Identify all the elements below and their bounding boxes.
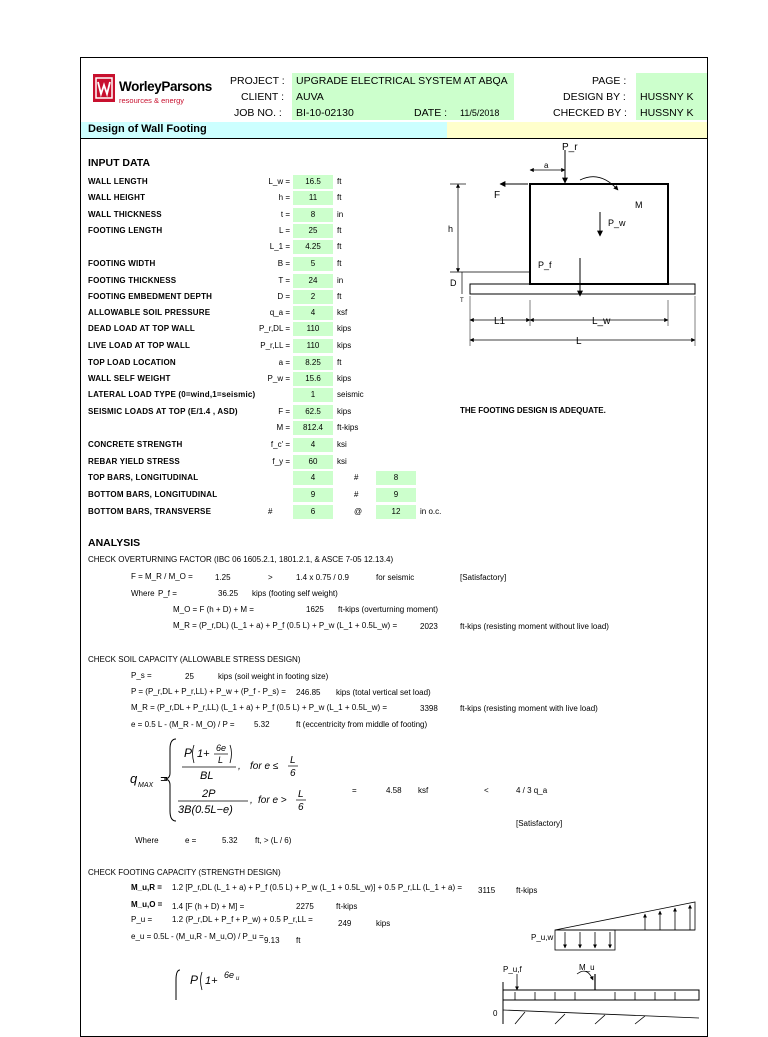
title-divider — [81, 138, 707, 139]
diag-lw: L_w — [592, 316, 611, 327]
diag-a: a — [544, 161, 549, 170]
input-unit: in — [337, 276, 344, 285]
input-value[interactable]: 4 — [293, 306, 333, 320]
svg-text:L: L — [290, 755, 296, 766]
input-unit: ft — [337, 177, 342, 186]
svg-text:for e >: for e > — [258, 795, 287, 806]
client-label: CLIENT : — [241, 91, 284, 103]
diag-pf: P_f — [538, 260, 552, 270]
input-label: WALL THICKNESS — [88, 210, 162, 219]
input-value[interactable]: 60 — [293, 455, 333, 469]
input-label: TOP BARS, LONGITUDINAL — [88, 473, 199, 482]
input-symbol: t = — [280, 210, 290, 219]
svg-text:,: , — [238, 761, 241, 772]
input-value[interactable]: 2 — [293, 290, 333, 304]
input-label: BOTTOM BARS, TRANSVERSE — [88, 507, 212, 516]
input-unit: kips — [337, 324, 352, 333]
s-ps: P_s = — [131, 671, 152, 680]
input-symbol: h = — [278, 193, 290, 202]
input-unit: ft-kips — [337, 423, 359, 432]
input-label: BOTTOM BARS, LONGITUDINAL — [88, 490, 218, 499]
input-value[interactable]: 4 — [293, 471, 333, 485]
diag-m: M — [635, 200, 643, 210]
diag-f: F — [494, 190, 501, 201]
input-symbol: P_r,DL = — [258, 324, 290, 333]
jobno-value: BI-10-02130 — [296, 107, 354, 119]
input-unit: ft — [337, 226, 342, 235]
input-label: LIVE LOAD AT TOP WALL — [88, 341, 191, 350]
company-logo — [93, 74, 115, 107]
input-label: FOOTING EMBEDMENT DEPTH — [88, 292, 213, 301]
checked-by-label: CHECKED BY : — [553, 107, 627, 119]
jobno-label: JOB NO. : — [234, 107, 282, 119]
s-qmax-eq: = — [352, 786, 357, 795]
input-extra-value[interactable]: 12 — [376, 505, 416, 519]
input-value[interactable]: 6 — [293, 505, 333, 519]
s-satisfactory: [Satisfactory] — [516, 819, 563, 828]
svg-text:1+: 1+ — [205, 975, 218, 987]
input-extra-value[interactable]: 9 — [376, 488, 416, 502]
f-eu-unit: ft — [296, 936, 301, 945]
input-symbol: F = — [278, 407, 290, 416]
f-muo-unit: ft-kips — [336, 902, 358, 911]
input-unit: in — [337, 210, 344, 219]
input-unit: ft — [337, 242, 342, 251]
svg-text:,: , — [250, 795, 253, 806]
input-label: FOOTING WIDTH — [88, 259, 156, 268]
input-value[interactable]: 24 — [293, 274, 333, 288]
s-p: P = (P_r,DL + P_r,LL) + P_w + (P_f - P_s) = — [131, 687, 286, 696]
f-pu-unit: kips — [376, 919, 391, 928]
project-label: PROJECT : — [230, 75, 285, 87]
input-value[interactable]: 8 — [293, 208, 333, 222]
footing-heading: CHECK FOOTING CAPACITY (STRENGTH DESIGN) — [88, 868, 281, 877]
s-mr-desc: ft-kips (resisting moment with live load) — [460, 704, 598, 713]
s-ps-desc: kips (soil weight in footing size) — [218, 672, 329, 681]
input-label: CONCRETE STRENGTH — [88, 440, 183, 449]
qu-formula-partial — [170, 960, 290, 1000]
ot-for: for seismic — [376, 573, 415, 582]
diag-h: h — [448, 224, 454, 234]
overturn-heading: CHECK OVERTURNING FACTOR (IBC 06 1605.2.1, 1801.2.1, & ASCE 7-05 12.13.4) — [88, 555, 394, 564]
input-unit: ft — [337, 193, 342, 202]
svg-text:q: q — [130, 771, 138, 786]
f-diag-puf: P_u,f — [503, 965, 522, 974]
input-value[interactable]: 4.25 — [293, 240, 333, 254]
input-symbol: q_a = — [269, 308, 290, 317]
svg-text:BL: BL — [200, 770, 214, 782]
input-value[interactable]: 62.5 — [293, 405, 333, 419]
s-43qa: 4 / 3 q_a — [516, 786, 548, 795]
input-symbol: T = — [278, 276, 290, 285]
input-symbol: P_r,LL = — [260, 341, 290, 350]
ot-mr-desc: ft-kips (resisting moment without live load) — [460, 622, 609, 631]
input-symbol: L_1 = — [269, 242, 290, 251]
input-value[interactable]: 812.4 — [293, 421, 333, 435]
s-lt: < — [484, 786, 489, 795]
f-mur-value: 3115 — [478, 886, 496, 895]
input-unit: # — [354, 490, 359, 499]
diag-pw: P_w — [608, 218, 626, 228]
client-value: AUVA — [296, 91, 324, 103]
input-value[interactable]: 1 — [293, 388, 333, 402]
page-title: Design of Wall Footing — [88, 123, 207, 135]
soil-heading: CHECK SOIL CAPACITY (ALLOWABLE STRESS DESIGN) — [88, 655, 301, 664]
ot-limit: 1.4 x 0.75 / 0.9 — [296, 573, 349, 582]
input-symbol: f_y = — [272, 457, 290, 466]
wall-footing-diagram — [440, 140, 710, 360]
ot-where: Where — [131, 589, 155, 598]
input-symbol: P_w = — [267, 374, 290, 383]
input-symbol: D = — [277, 292, 290, 301]
svg-text:6: 6 — [298, 802, 304, 813]
f-pu-value: 249 — [338, 919, 352, 928]
input-extra-unit: in o.c. — [420, 507, 442, 516]
input-symbol: f_c' = — [270, 440, 290, 449]
f-muo: M_u,O = — [131, 900, 163, 909]
worleyparsons-logo-icon — [93, 74, 115, 102]
checked-by-value: HUSSNY K — [640, 107, 694, 119]
svg-text:L: L — [298, 789, 304, 800]
input-symbol: B = — [277, 259, 290, 268]
design-by-value: HUSSNY K — [640, 91, 694, 103]
s-where-cond: ft, > (L / 6) — [255, 836, 292, 845]
project-value: UPGRADE ELECTRICAL SYSTEM AT ABQA — [296, 75, 508, 87]
svg-text:6: 6 — [290, 768, 296, 779]
page-label: PAGE : — [592, 75, 627, 87]
input-value[interactable]: 11 — [293, 191, 333, 205]
svg-text:1+: 1+ — [197, 748, 210, 760]
input-label: SEISMIC LOADS AT TOP (E/1.4 , ASD) — [88, 407, 238, 416]
s-qmax-value: 4.58 — [386, 786, 402, 795]
input-label: LATERAL LOAD TYPE (0=wind,1=seismic) — [88, 390, 256, 399]
diag-l: L — [576, 336, 582, 347]
input-unit: ksi — [337, 457, 347, 466]
input-unit: ksi — [337, 440, 347, 449]
input-label: ALLOWABLE SOIL PRESSURE — [88, 308, 211, 317]
svg-text:6e: 6e — [224, 970, 235, 980]
svg-text:for e ≤: for e ≤ — [250, 761, 279, 772]
input-label: DEAD LOAD AT TOP WALL — [88, 324, 196, 333]
input-value[interactable]: 110 — [293, 339, 333, 353]
f-eu-value: 9.13 — [264, 936, 280, 945]
s-mr-value: 3398 — [420, 704, 438, 713]
f-eu: e_u = 0.5L - (M_u,R - M_u,O) / P_u = — [131, 932, 264, 941]
ot-mr-value: 2023 — [420, 622, 438, 631]
ot-mo-desc: ft-kips (overturning moment) — [338, 605, 439, 614]
s-p-desc: kips (total vertical set load) — [336, 688, 431, 697]
diag-l1: L1 — [494, 316, 506, 327]
input-value[interactable]: 25 — [293, 224, 333, 238]
input-value[interactable]: 110 — [293, 322, 333, 336]
f-pu-eq: 1.2 (P_r,DL + P_f + P_w) + 0.5 P_r,LL = — [172, 915, 313, 924]
input-value[interactable]: 9 — [293, 488, 333, 502]
ot-formula: F = M_R / M_O = — [131, 572, 193, 581]
input-unit: kips — [337, 407, 352, 416]
diag-t: T — [460, 298, 464, 304]
input-unit: # — [354, 473, 359, 482]
svg-text:3B(0.5L−e): 3B(0.5L−e) — [178, 804, 233, 816]
ot-pf-desc: kips (footing self weight) — [252, 589, 338, 598]
logo-name: WorleyParsons — [119, 79, 212, 94]
input-label: WALL HEIGHT — [88, 193, 146, 202]
analysis-heading: ANALYSIS — [88, 537, 141, 549]
input-extra-value[interactable]: 8 — [376, 471, 416, 485]
input-unit: ft — [337, 259, 342, 268]
f-mur-unit: ft-kips — [516, 886, 538, 895]
input-label: WALL SELF WEIGHT — [88, 374, 171, 383]
svg-text:2P: 2P — [202, 788, 216, 800]
input-unit: @ — [354, 507, 363, 516]
svg-text:P: P — [190, 973, 199, 987]
ot-mo: M_O = F (h + D) + M = — [173, 605, 254, 614]
design-by-label: DESIGN BY : — [563, 91, 626, 103]
input-symbol: M = — [276, 423, 290, 432]
f-diag-puw: P_u,w — [531, 933, 554, 942]
ot-mr: M_R = (P_r,DL) (L_1 + a) + P_f (0.5 L) + P_w (L_1 + 0.5L_w) = — [173, 621, 398, 630]
input-unit: ksf — [337, 308, 348, 317]
input-label: FOOTING LENGTH — [88, 226, 163, 235]
input-value[interactable]: 16.5 — [293, 175, 333, 189]
f-muo-value: 2275 — [296, 902, 314, 911]
input-value[interactable]: 5 — [293, 257, 333, 271]
date-label: DATE : — [414, 107, 448, 119]
input-value[interactable]: 8.25 — [293, 356, 333, 370]
s-e-value: 5.32 — [254, 720, 270, 729]
input-symbol: L_w = — [268, 177, 290, 186]
input-unit: seismic — [337, 390, 364, 399]
s-mr: M_R = (P_r,DL + P_r,LL) (L_1 + a) + P_f (0.5 L) + P_w (L_1 + 0.5L_w) = — [131, 703, 388, 712]
input-symbol: # — [268, 507, 273, 516]
input-symbol: L = — [278, 226, 290, 235]
ot-pf: P_f = — [158, 589, 177, 598]
s-p-value: 246.85 — [296, 688, 321, 697]
ot-pf-value: 36.25 — [218, 589, 239, 598]
svg-text:L: L — [218, 755, 224, 765]
f-muo-eq: 1.4 [F (h + D) + M] = — [172, 902, 245, 911]
input-label: FOOTING THICKNESS — [88, 276, 177, 285]
f-mur: M_u,R = — [131, 883, 162, 892]
f-diag-zero: 0 — [493, 1009, 498, 1018]
input-unit: ft — [337, 358, 342, 367]
svg-text:6e: 6e — [216, 743, 227, 753]
s-e-desc: ft (eccentricity from middle of footing) — [296, 720, 428, 729]
adequacy-message: THE FOOTING DESIGN IS ADEQUATE. — [460, 406, 606, 415]
s-ps-value: 25 — [185, 672, 194, 681]
s-qmax-unit: ksf — [418, 786, 429, 795]
svg-text:MAX: MAX — [138, 782, 154, 789]
diag-pr: P_r — [562, 142, 578, 153]
input-symbol: a = — [278, 358, 290, 367]
input-label: REBAR YIELD STRESS — [88, 457, 180, 466]
input-value[interactable]: 15.6 — [293, 372, 333, 386]
diag-d: D — [450, 278, 457, 288]
input-label: TOP LOAD LOCATION — [88, 358, 176, 367]
input-heading: INPUT DATA — [88, 157, 151, 169]
s-e: e = 0.5 L - (M_R - M_O) / P = — [131, 720, 235, 729]
input-unit: kips — [337, 374, 352, 383]
qmax-formula — [130, 735, 330, 825]
f-mur-eq: 1.2 [P_r,DL (L_1 + a) + P_f (0.5 L) + P_w (L_1 + 0.5L_w)] + 0.5 P_r,LL (L_1 + a) = — [172, 883, 463, 892]
f-diag-mu: M_u — [579, 963, 595, 972]
s-where-e: e = — [185, 836, 197, 845]
ot-value: 1.25 — [215, 573, 231, 582]
input-value[interactable]: 4 — [293, 438, 333, 452]
input-unit: ft — [337, 292, 342, 301]
s-where-value: 5.32 — [222, 836, 238, 845]
ot-mo-value: 1625 — [306, 605, 324, 614]
svg-text:P: P — [184, 746, 193, 760]
ot-gt: > — [268, 573, 273, 582]
logo-tagline: resources & energy — [119, 96, 185, 105]
svg-text:=: = — [160, 771, 168, 786]
ot-satisfactory: [Satisfactory] — [460, 573, 507, 582]
date-value: 11/5/2018 — [460, 108, 500, 118]
input-label: WALL LENGTH — [88, 177, 148, 186]
input-unit: kips — [337, 341, 352, 350]
footing-capacity-diagram — [495, 892, 708, 1024]
svg-text:u: u — [236, 976, 240, 982]
s-where: Where — [135, 836, 159, 845]
f-pu: P_u = — [131, 915, 153, 924]
